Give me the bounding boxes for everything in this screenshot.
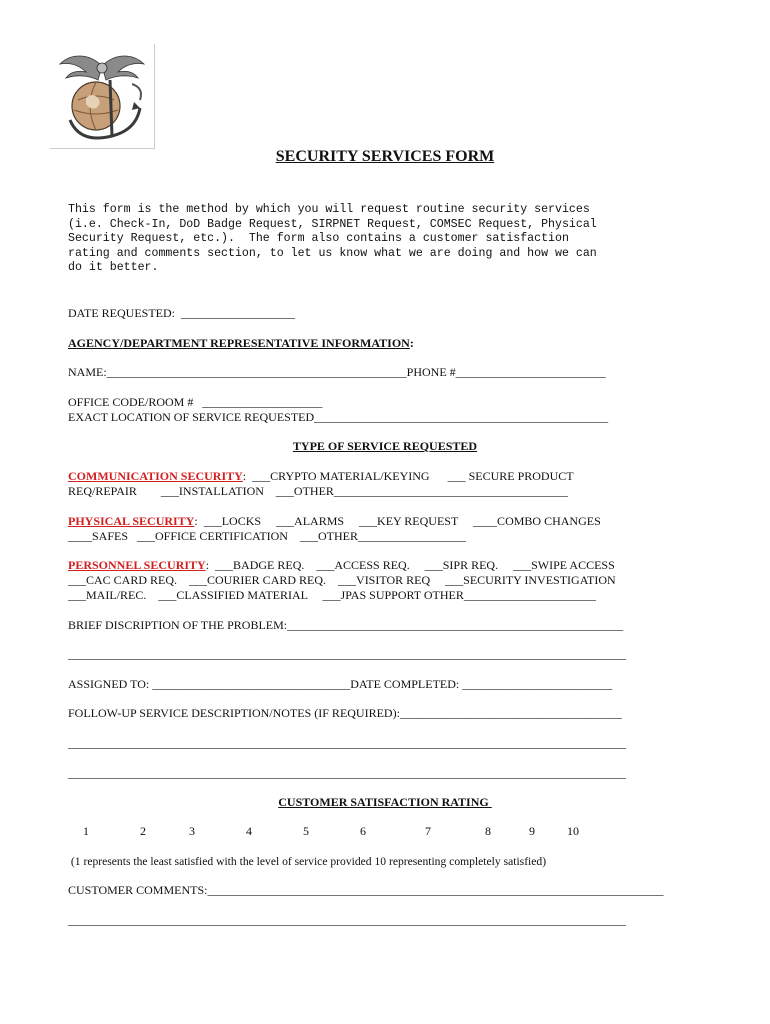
communication-security-row[interactable]: [68, 469, 574, 484]
rating-note: (1 represents the least satisfied with the level of service provided 10 representing completely satisfied): [68, 855, 547, 868]
rating-option[interactable]: 3: [189, 824, 195, 838]
page-title: SECURITY SERVICES FORM: [275, 148, 495, 165]
physical-options[interactable]: : ___LOCKS ___ALARMS ___KEY REQUEST ____COMBO CHANGES: [194, 514, 601, 528]
rating-option[interactable]: 5: [303, 824, 309, 838]
type-of-service-heading: TYPE OF SERVICE REQUESTED: [292, 439, 478, 453]
personnel-options-line3[interactable]: ___MAIL/REC. ___CLASSIFIED MATERIAL ___JPAS SUPPORT OTHER______________________: [68, 588, 596, 602]
personnel-options-line2[interactable]: ___CAC CARD REQ. ___COURIER CARD REQ. ___VISITOR REQ ___SECURITY INVESTIGATION: [68, 573, 616, 587]
rating-option[interactable]: 8: [485, 824, 491, 838]
assigned-completed-field[interactable]: ASSIGNED TO: _________________________________DATE COMPLETED: _________________________: [68, 677, 613, 691]
intro-line: do it better.: [68, 261, 159, 275]
agency-heading-colon: :: [409, 336, 414, 350]
agency-heading: [68, 336, 414, 351]
rating-option[interactable]: 2: [140, 824, 146, 838]
personnel-security-row[interactable]: [68, 558, 615, 573]
personnel-options[interactable]: : ___BADGE REQ. ___ACCESS REQ. ___SIPR REQ. ___SWIPE ACCESS: [205, 558, 615, 572]
agency-heading-label: AGENCY/DEPARTMENT REPRESENTATIVE INFORMATION: [68, 336, 410, 350]
communication-options-line2[interactable]: REQ/REPAIR ___INSTALLATION ___OTHER_______________________________________: [68, 484, 568, 498]
intro-line: Security Request, etc.). The form also contains a customer satisfaction: [68, 232, 569, 246]
rating-option[interactable]: 4: [246, 824, 252, 838]
rating-option[interactable]: 10: [567, 824, 579, 838]
office-code-field[interactable]: OFFICE CODE/ROOM # ____________________: [68, 395, 323, 409]
communication-options[interactable]: : ___CRYPTO MATERIAL/KEYING ___ SECURE PRODUCT: [242, 469, 574, 483]
customer-satisfaction-heading: CUSTOMER SATISFACTION RATING: [278, 795, 492, 809]
blank-answer-line[interactable]: _____________________________________________________________________________________________: [68, 736, 626, 750]
name-phone-field[interactable]: NAME:__________________________________________________PHONE #_________________________: [68, 365, 606, 379]
rating-option[interactable]: 6: [360, 824, 366, 838]
date-requested-field[interactable]: DATE REQUESTED: ___________________: [68, 306, 295, 320]
blank-answer-line[interactable]: _____________________________________________________________________________________________: [68, 913, 626, 927]
rating-option[interactable]: 1: [83, 824, 89, 838]
intro-line: rating and comments section, to let us know what we are doing and how we can: [68, 246, 597, 260]
communication-security-label: COMMUNICATION SECURITY: [68, 469, 243, 483]
physical-options-line2[interactable]: ____SAFES ___OFFICE CERTIFICATION ___OTHER__________________: [68, 529, 466, 543]
rating-option[interactable]: 7: [425, 824, 431, 838]
exact-location-field[interactable]: EXACT LOCATION OF SERVICE REQUESTED_________________________________________________: [68, 410, 609, 424]
blank-answer-line[interactable]: _____________________________________________________________________________________________: [68, 647, 626, 661]
brief-description-field[interactable]: BRIEF DISCRIPTION OF THE PROBLEM:________________________________________________________: [68, 618, 624, 632]
intro-line: (i.e. Check-In, DoD Badge Request, SIRPNET Request, COMSEC Request, Physical: [68, 217, 597, 231]
personnel-security-label: PERSONNEL SECURITY: [68, 558, 206, 572]
physical-security-label: PHYSICAL SECURITY: [68, 514, 195, 528]
blank-answer-line[interactable]: _____________________________________________________________________________________________: [68, 766, 626, 780]
rating-option[interactable]: 9: [529, 824, 535, 838]
emblem-logo: [50, 44, 155, 149]
followup-notes-field[interactable]: FOLLOW-UP SERVICE DESCRIPTION/NOTES (IF REQUIRED):_____________________________________: [68, 706, 622, 720]
customer-comments-field[interactable]: CUSTOMER COMMENTS:____________________________________________________________________________: [68, 883, 664, 897]
intro-paragraph: [68, 203, 708, 276]
physical-security-row[interactable]: [68, 514, 601, 529]
intro-line: This form is the method by which you will request routine security services: [68, 203, 590, 216]
